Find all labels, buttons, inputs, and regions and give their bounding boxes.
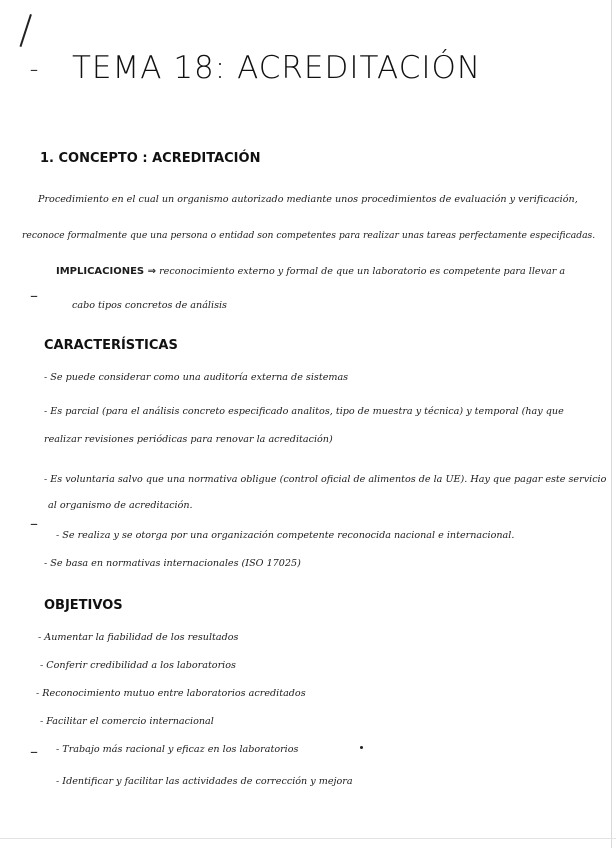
page-title: TEMA 18: ACREDITACIÓN (72, 50, 482, 86)
caracteristica-item: - Es parcial (para el análisis concreto especificado analitos, tipo de muestra y técnica) y temporal (hay que (44, 406, 564, 417)
caracteristica-item-continuation: al organismo de acreditación. (48, 500, 193, 511)
margin-dash-mark: – (30, 742, 38, 761)
ink-dot (360, 746, 363, 749)
implicaciones-line (56, 266, 565, 277)
caracteristica-item: - Es voluntaria salvo que una normativa obligue (control oficial de alimentos de la UE). Hay que pagar este servicio (44, 474, 607, 485)
objetivo-item: - Identificar y facilitar las actividades de corrección y mejora (56, 776, 353, 787)
concepto-heading: 1. CONCEPTO : ACREDITACIÓN (40, 151, 261, 166)
margin-dash-mark: – (30, 286, 38, 305)
caracteristica-item-continuation: realizar revisiones periódicas para renovar la acreditación) (44, 434, 333, 445)
caracteristicas-heading: CARACTERÍSTICAS (44, 338, 178, 353)
page-bottom-edge (0, 838, 616, 839)
implicaciones-label: IMPLICACIONES ⇒ (56, 266, 156, 277)
implicaciones-continuation: cabo tipos concretos de análisis (72, 300, 227, 311)
page-edge (611, 0, 612, 848)
objetivo-item: - Aumentar la fiabilidad de los resultados (38, 632, 239, 643)
margin-dash-mark: – (30, 514, 38, 533)
caracteristica-item: - Se puede considerar como una auditoría externa de sistemas (44, 372, 349, 383)
implicaciones-text: reconocimiento externo y formal de que un laboratorio es competente para llevar a (159, 266, 566, 277)
margin-dash-mark: – (30, 60, 38, 79)
concepto-line-1: Procedimiento en el cual un organismo autorizado mediante unos procedimientos de evaluación y verificación, (38, 194, 578, 205)
objetivo-item: - Conferir credibilidad a los laboratorios (40, 660, 236, 671)
concepto-line-2: reconoce formalmente que una persona o entidad son competentes para realizar unas tareas perfectamente especificadas. (22, 230, 596, 241)
caracteristica-item: - Se basa en normativas internacionales (ISO 17025) (44, 558, 301, 569)
objetivo-item: - Facilitar el comercio internacional (40, 716, 214, 727)
objetivos-heading: OBJETIVOS (44, 598, 123, 613)
objetivo-item: - Reconocimiento mutuo entre laboratorios acreditados (36, 688, 306, 699)
objetivo-item: - Trabajo más racional y eficaz en los laboratorios (56, 744, 299, 755)
margin-slash-mark (19, 14, 31, 47)
caracteristica-item: - Se realiza y se otorga por una organización competente reconocida nacional e internacional. (56, 530, 515, 541)
